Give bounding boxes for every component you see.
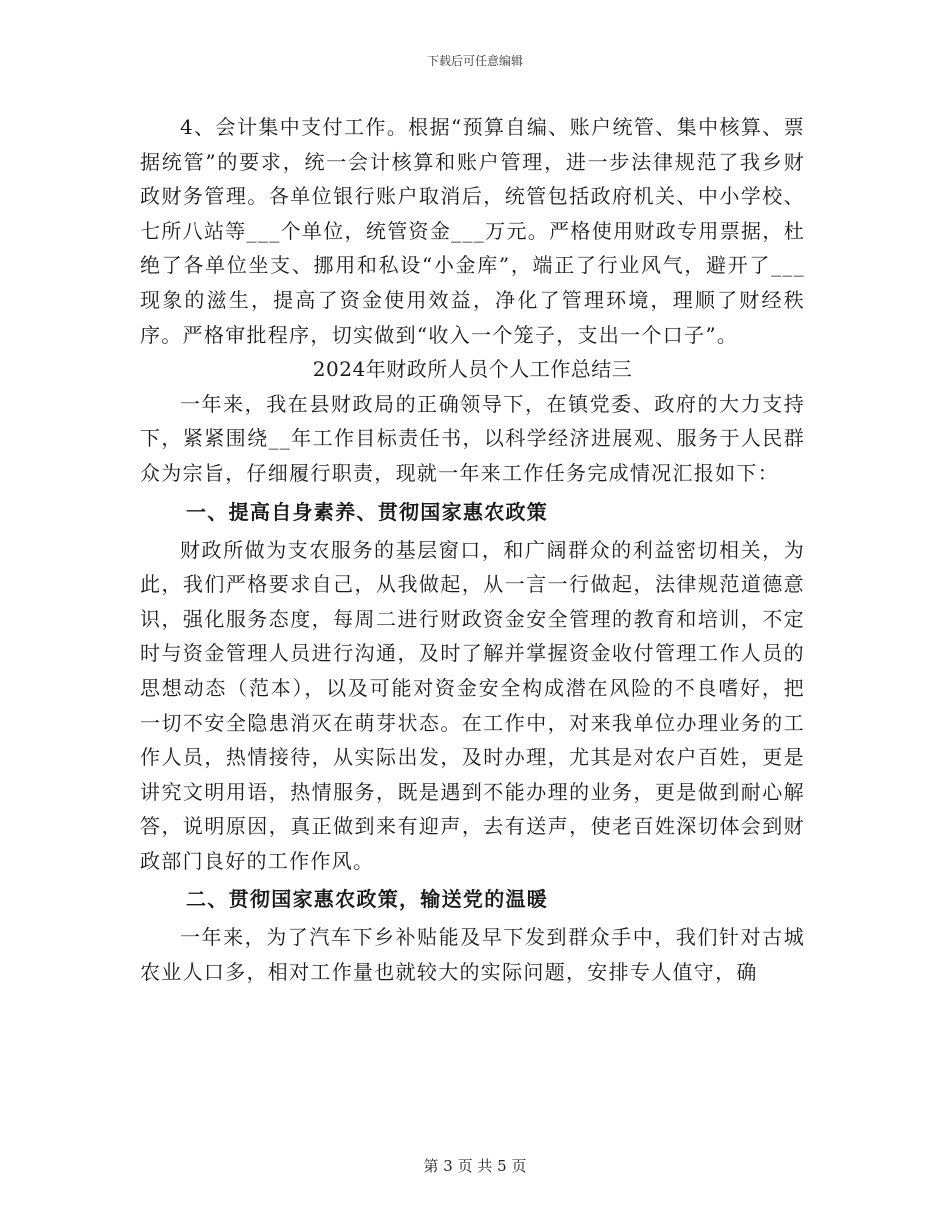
heading-one: 一、提高自身素养、贯彻国家惠农政策 xyxy=(186,499,549,524)
heading-two: 二、贯彻国家惠农政策，输送党的温暖 xyxy=(186,887,549,912)
paragraph-intro: 一年来，我在县财政局的正确领导下，在镇党委、政府的大力支持下，紧紧围绕__年工作目标责任书，以科学经济进展观、服务于人民群众为宗旨，仔细履行职责，现就一年来工作任务完成情况汇报如下： xyxy=(140,391,805,485)
paragraph-subsidy: 一年来，为了汽车下乡补贴能及早下发到群众手中，我们针对古城农业人口多，相对工作量也就较大的实际问题，安排专人值守，确 xyxy=(140,925,805,985)
page-number: 第 3 页 共 5 页 xyxy=(423,1157,527,1175)
page-header: 下载后可任意编辑 xyxy=(426,54,523,68)
document-body xyxy=(140,110,805,990)
paragraph-service: 财政所做为支农服务的基层窗口，和广阔群众的利益密切相关，为此，我们严格要求自己，从我做起，从一言一行做起，法律规范道德意识，强化服务态度，每周二进行财政资金安全管理的教育和培训，不定时与资金管理人员进行沟通，及时了解并掌握资金收付管理工作人员的思想动态（范本），以及可能对资金安全构成潜在风险的不良嗜好，把一切不安全隐患消灭在萌芽状态。在工作中，对来我单位办理业务的工作人员，热情接待，从实际出发，及时办理，尤其是对农户百姓，更是讲究文明用语，热情服务，既是遇到不能办理的业务，更是做到耐心解答，说明原因，真正做到来有迎声，去有送声，使老百姓深切体会到财政部门良好的工作作风。 xyxy=(140,537,805,873)
section-title: 2024年财政所人员个人工作总结三 xyxy=(312,357,633,382)
paragraph-accounting: 4、会计集中支付工作。根据“预算自编、账户统管、集中核算、票据统管”的要求，统一会计核算和账户管理，进一步法律规范了我乡财政财务管理。各单位银行账户取消后，统管包括政府机关、中小学校、七所八站等___个单位，统管资金___万元。严格使用财政专用票据，杜绝了各单位坐支、挪用和私设“小金库”，端正了行业风气，避开了___现象的滋生，提高了资金使用效益，净化了管理环境，理顺了财经秩序。严格审批程序，切实做到“收入一个笼子，支出一个口子”。 xyxy=(140,115,805,347)
